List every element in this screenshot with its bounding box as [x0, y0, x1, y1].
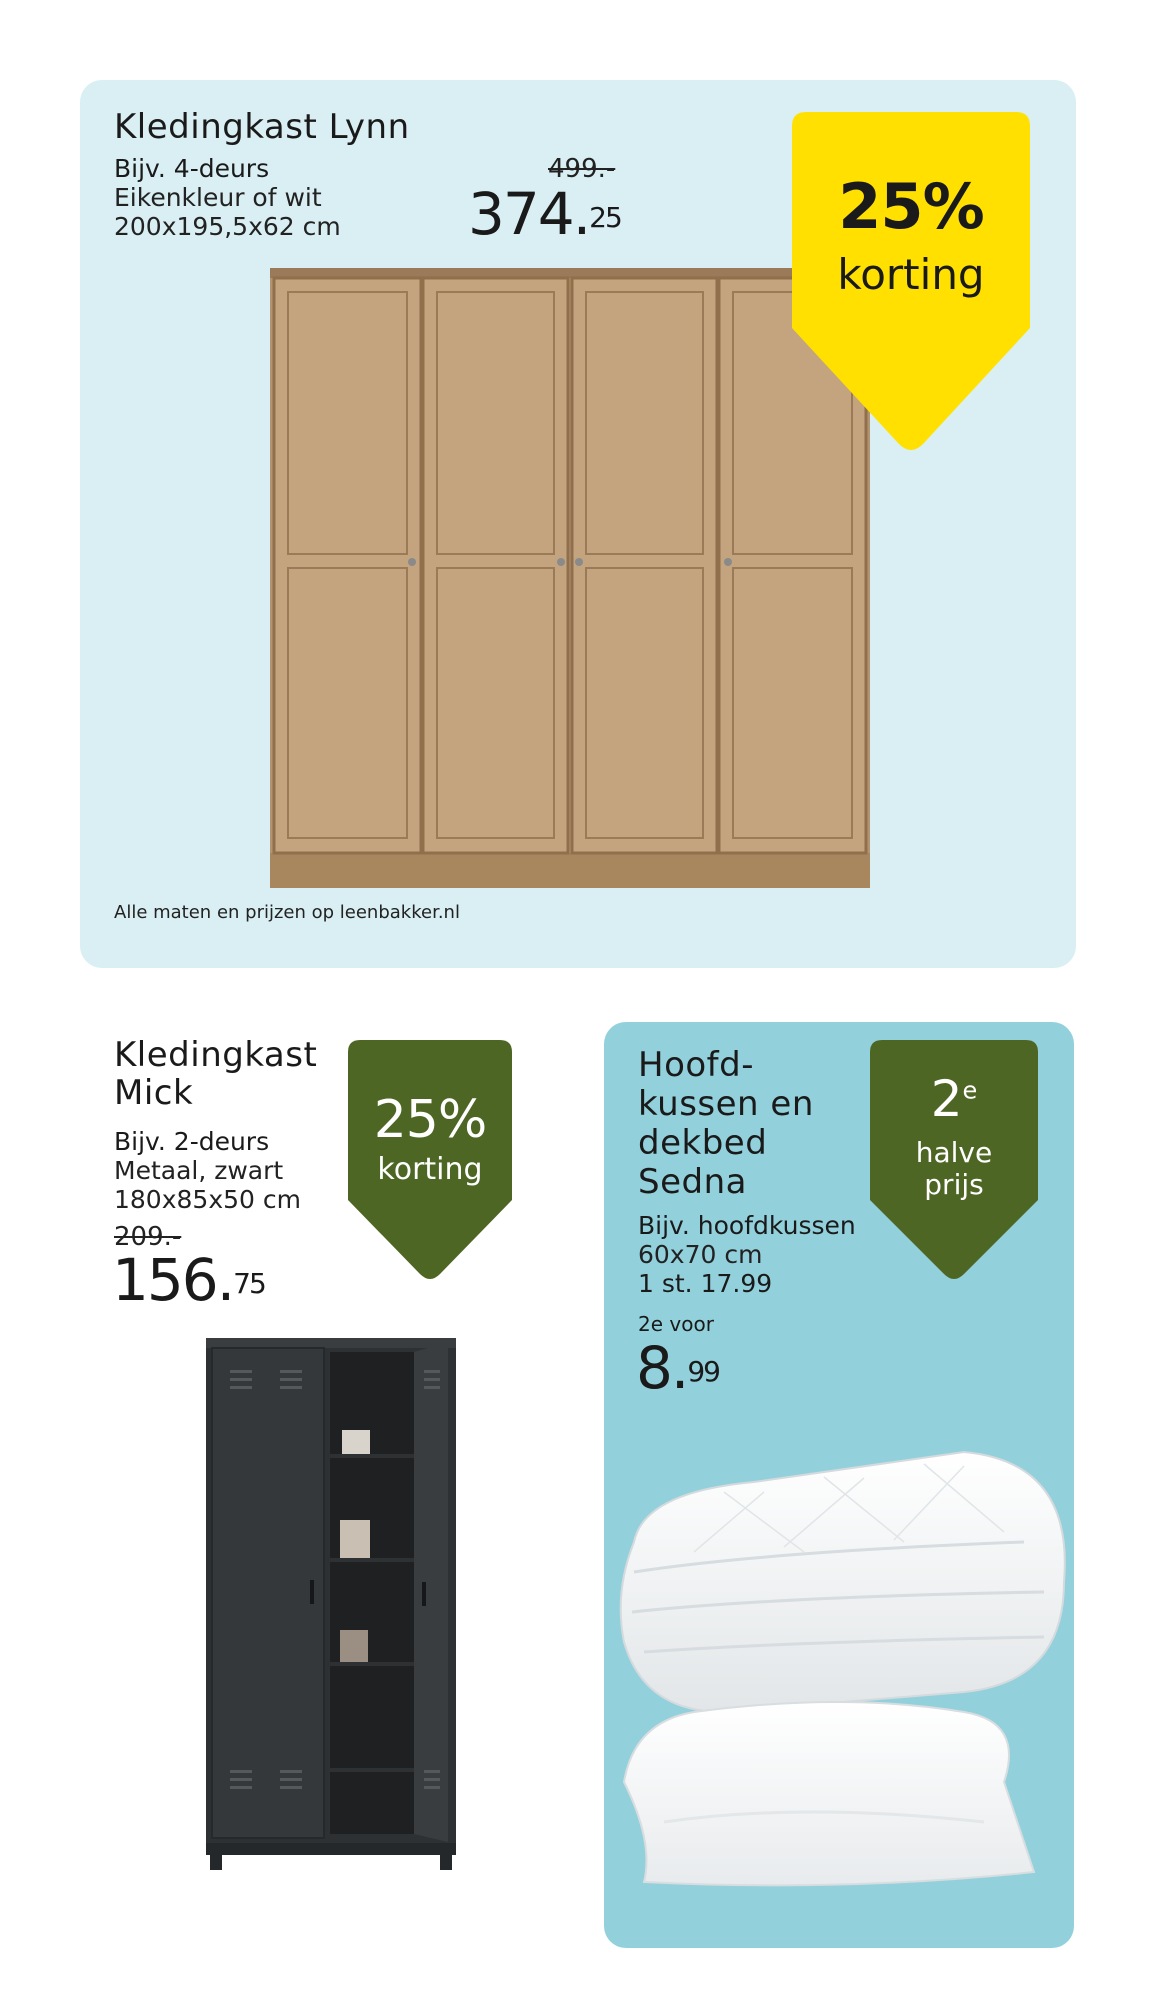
badge-label: korting: [837, 250, 985, 299]
duvet-pillow-image: [604, 1422, 1074, 1912]
product-variant: Bijv. 4-deurs: [114, 154, 270, 183]
sale-price: [112, 1246, 265, 1314]
promo-badge: [870, 1040, 1038, 1280]
title-line: Hoofd-: [638, 1045, 754, 1085]
price-euros: 374.: [468, 180, 590, 248]
title-line: Sedna: [638, 1162, 747, 1202]
title-line: Kledingkast: [114, 1035, 318, 1075]
product-title-mick: [114, 1036, 317, 1112]
unit-price: 1 st. 17.99: [638, 1269, 773, 1298]
product-size: 200x195,5x62 cm: [114, 212, 341, 241]
product-panel-sedna: [604, 1022, 1074, 1948]
badge-line: halve: [915, 1136, 993, 1169]
badge-percent: 25%: [838, 170, 984, 243]
old-price: 499.-: [548, 154, 616, 184]
product-variant: Bijv. 2-deurs: [114, 1127, 270, 1156]
title-line: Mick: [114, 1073, 194, 1113]
badge-number: [870, 1070, 1038, 1128]
sale-price: [468, 180, 621, 248]
sale-price: [636, 1334, 719, 1402]
badge-number-sup: e: [962, 1076, 978, 1105]
discount-badge: [348, 1040, 512, 1280]
product-material: Metaal, zwart: [114, 1156, 284, 1185]
price-cents: 99: [687, 1355, 719, 1388]
badge-number-value: 2: [930, 1070, 963, 1128]
product-size: 60x70 cm: [638, 1240, 763, 1269]
price-cents: 25: [589, 201, 621, 234]
wardrobe-mick-image: [200, 1330, 462, 1870]
product-variant: Bijv. hoofdkussen: [638, 1211, 856, 1240]
product-color: Eikenkleur of wit: [114, 183, 322, 212]
product-title: Kledingkast Lynn: [114, 107, 410, 147]
product-title-sedna: [638, 1046, 814, 1202]
price-euros: 156.: [112, 1246, 234, 1314]
product-size: 180x85x50 cm: [114, 1185, 301, 1214]
title-line: dekbed: [638, 1123, 768, 1163]
title-line: kussen en: [638, 1084, 814, 1124]
badge-line: prijs: [924, 1168, 984, 1201]
wardrobe-lynn-image: [270, 268, 870, 888]
old-price: 209.-: [114, 1222, 182, 1252]
product-panel-lynn: [80, 80, 1076, 968]
footnote: Alle maten en prijzen op leenbakker.nl: [114, 902, 460, 923]
badge-label: korting: [377, 1152, 483, 1187]
price-cents: 75: [233, 1267, 265, 1300]
discount-badge: [792, 112, 1030, 450]
price-euros: 8.: [636, 1334, 688, 1402]
second-item-label: 2e voor: [638, 1312, 714, 1336]
badge-percent: 25%: [373, 1090, 487, 1150]
